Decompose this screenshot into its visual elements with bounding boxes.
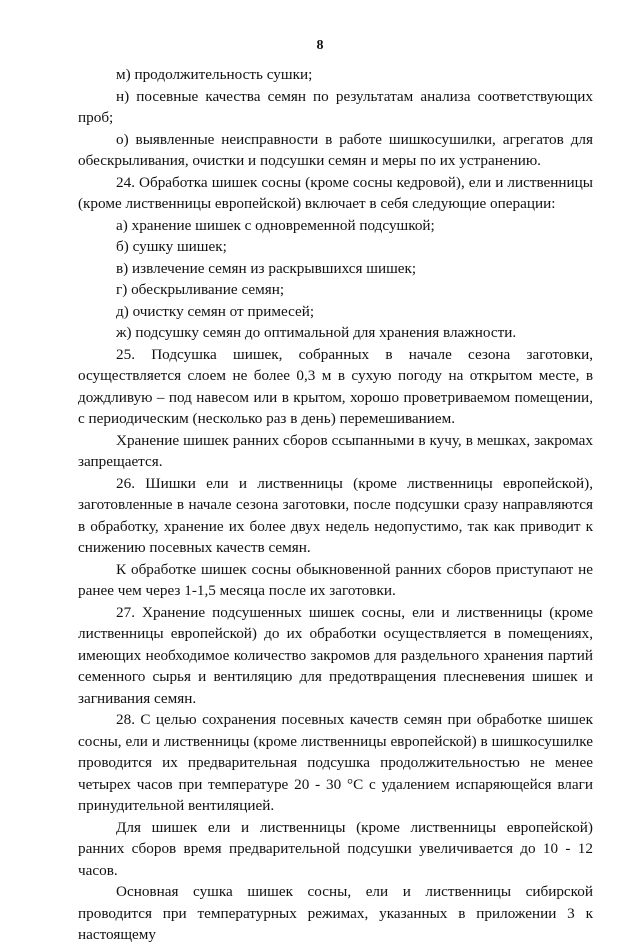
paragraph: о) выявленные неисправности в работе шишкосушилки, агрегатов для обескрыливания, очистки и подсушки семян и меры по их устранению. xyxy=(78,130,593,169)
paragraph: Для шишек ели и лиственницы (кроме лиственницы европейской) ранних сборов время предварительной подсушки увеличивается до 10 - 12 часов. xyxy=(78,818,593,879)
paragraph: К обработке шишек сосны обыкновенной ранних сборов приступают не ранее чем через 1-1,5 месяца после их заготовки. xyxy=(78,560,593,599)
paragraph: 26. Шишки ели и лиственницы (кроме лиственницы европейской), заготовленные в начале сезона заготовки, после подсушки сразу направляются в обработку, хранение их более двух недель недопустимо, так как приводит к снижению посевных качеств семян. xyxy=(78,474,593,556)
page-number: 8 xyxy=(316,38,324,53)
paragraph: д) очистку семян от примесей; xyxy=(116,302,315,320)
paragraph: г) обескрыливание семян; xyxy=(116,281,285,298)
paragraph: 25. Подсушка шишек, собранных в начале сезона заготовки, осуществляется слоем не более 0,3 м в сухую погоду на открытом месте, в дождливую – под навесом или в крытом, хорошо проветриваемом помещении, с периодическим (несколько раз в день) перемешиванием. xyxy=(78,345,593,427)
paragraph: Основная сушка шишек сосны, ели и лиственницы сибирской проводится при температурных режимах, указанных в приложении 3 к настоящему xyxy=(78,883,593,943)
paragraph: а) хранение шишек с одновременной подсушкой; xyxy=(116,216,435,234)
paragraph: м) продолжительность сушки; xyxy=(116,66,313,83)
paragraph: 28. С целью сохранения посевных качеств семян при обработке шишек сосны, ели и лиственницы (кроме лиственницы европейской) в шишкосушилке проводится их предварительная подсушка продолжительностью не менее четырех часов при температуре 20 - 30 °С с удалением испаряющейся влаги принудительной вентиляцией. xyxy=(78,711,593,814)
paragraph: Хранение шишек ранних сборов ссыпанными в кучу, в мешках, закромах запрещается. xyxy=(78,431,593,470)
paragraph: б) сушку шишек; xyxy=(116,238,227,255)
paragraph: 24. Обработка шишек сосны (кроме сосны кедровой), ели и лиственницы (кроме лиственницы европейской) включает в себя следующие операции: xyxy=(78,173,593,212)
document-body xyxy=(78,64,593,946)
paragraph: н) посевные качества семян по результатам анализа соответствующих проб; xyxy=(78,87,593,126)
paragraph: 27. Хранение подсушенных шишек сосны, ели и лиственницы (кроме лиственницы европейской) до их обработки осуществляется в помещениях, имеющих необходимое количество закромов для раздельного хранения партий семенного сырья и вентиляцию для предотвращения плесневения шишек и загнивания семян. xyxy=(78,603,593,707)
paragraph: в) извлечение семян из раскрывшихся шишек; xyxy=(116,259,417,277)
paragraph: ж) подсушку семян до оптимальной для хранения влажности. xyxy=(116,324,517,341)
